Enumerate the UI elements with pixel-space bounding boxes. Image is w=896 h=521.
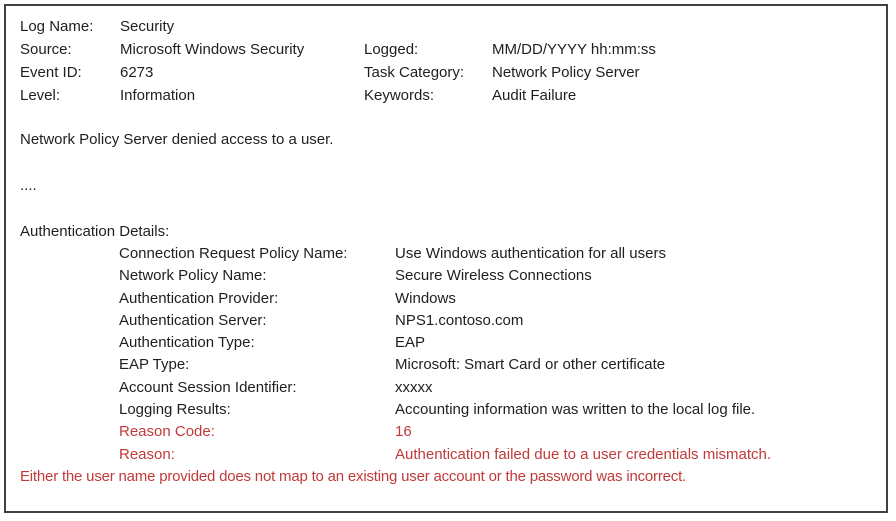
omitted-text-ellipsis: .... bbox=[20, 177, 37, 194]
detail-value: Authentication failed due to a user credentials mismatch. bbox=[395, 445, 772, 463]
detail-value: Windows bbox=[395, 289, 456, 307]
detail-row-account-session-identifier bbox=[20, 377, 872, 399]
keywords-value: Audit Failure bbox=[492, 87, 577, 104]
event-id-value: 6273 bbox=[120, 64, 154, 81]
detail-label: Authentication Provider: bbox=[119, 289, 279, 307]
task-category-label: Task Category: bbox=[364, 64, 465, 81]
level-value: Information bbox=[120, 87, 196, 104]
logged-label: Logged: bbox=[364, 41, 419, 58]
detail-row-logging-results bbox=[20, 399, 872, 421]
header-row-source-logged bbox=[20, 38, 872, 61]
authentication-details-list bbox=[20, 243, 872, 466]
reason-explanation-note: Either the user name provided does not map to an existing user account or the password was incorrect. bbox=[20, 467, 686, 485]
detail-row-authentication-server bbox=[20, 310, 872, 332]
detail-label: Network Policy Name: bbox=[119, 267, 267, 285]
log-name-value: Security bbox=[120, 18, 175, 35]
detail-value: EAP bbox=[395, 334, 426, 352]
event-header bbox=[20, 15, 872, 107]
detail-label: Reason Code: bbox=[119, 423, 215, 441]
logged-value: MM/DD/YYYY hh:mm:ss bbox=[492, 41, 656, 58]
detail-row-reason bbox=[20, 444, 872, 466]
event-id-label: Event ID: bbox=[20, 64, 82, 81]
detail-row-eap-type bbox=[20, 354, 872, 376]
detail-label: Account Session Identifier: bbox=[119, 378, 297, 396]
detail-value: Use Windows authentication for all users bbox=[395, 245, 666, 262]
header-row-log-name bbox=[20, 15, 872, 38]
source-value: Microsoft Windows Security bbox=[120, 41, 305, 58]
detail-value: Accounting information was written to the local log file. bbox=[395, 401, 756, 419]
detail-label: Authentication Type: bbox=[119, 334, 255, 352]
detail-row-authentication-provider bbox=[20, 288, 872, 310]
detail-value: 16 bbox=[395, 423, 412, 441]
event-message: Network Policy Server denied access to a user. bbox=[20, 131, 334, 148]
header-row-eventid-taskcategory bbox=[20, 61, 872, 84]
detail-label: Logging Results: bbox=[119, 401, 231, 419]
detail-value: Microsoft: Smart Card or other certificate bbox=[395, 356, 666, 374]
detail-row-authentication-type bbox=[20, 332, 872, 354]
detail-row-network-policy-name bbox=[20, 265, 872, 287]
event-log-panel bbox=[4, 4, 888, 513]
task-category-value: Network Policy Server bbox=[492, 64, 640, 81]
authentication-details-heading: Authentication Details: bbox=[20, 223, 170, 240]
detail-value: Secure Wireless Connections bbox=[395, 267, 592, 285]
keywords-label: Keywords: bbox=[364, 87, 435, 104]
detail-label: Authentication Server: bbox=[119, 311, 267, 329]
log-name-label: Log Name: bbox=[20, 18, 94, 35]
detail-row-reason-code bbox=[20, 421, 872, 443]
level-label: Level: bbox=[20, 87, 61, 104]
detail-label: Reason: bbox=[119, 445, 175, 463]
detail-value: NPS1.contoso.com bbox=[395, 311, 524, 329]
source-label: Source: bbox=[20, 41, 72, 58]
header-row-level-keywords bbox=[20, 84, 872, 107]
detail-row-connection-request-policy bbox=[20, 243, 872, 265]
detail-value: xxxxx bbox=[395, 378, 433, 396]
detail-label: Connection Request Policy Name: bbox=[119, 245, 348, 262]
detail-label: EAP Type: bbox=[119, 356, 190, 374]
